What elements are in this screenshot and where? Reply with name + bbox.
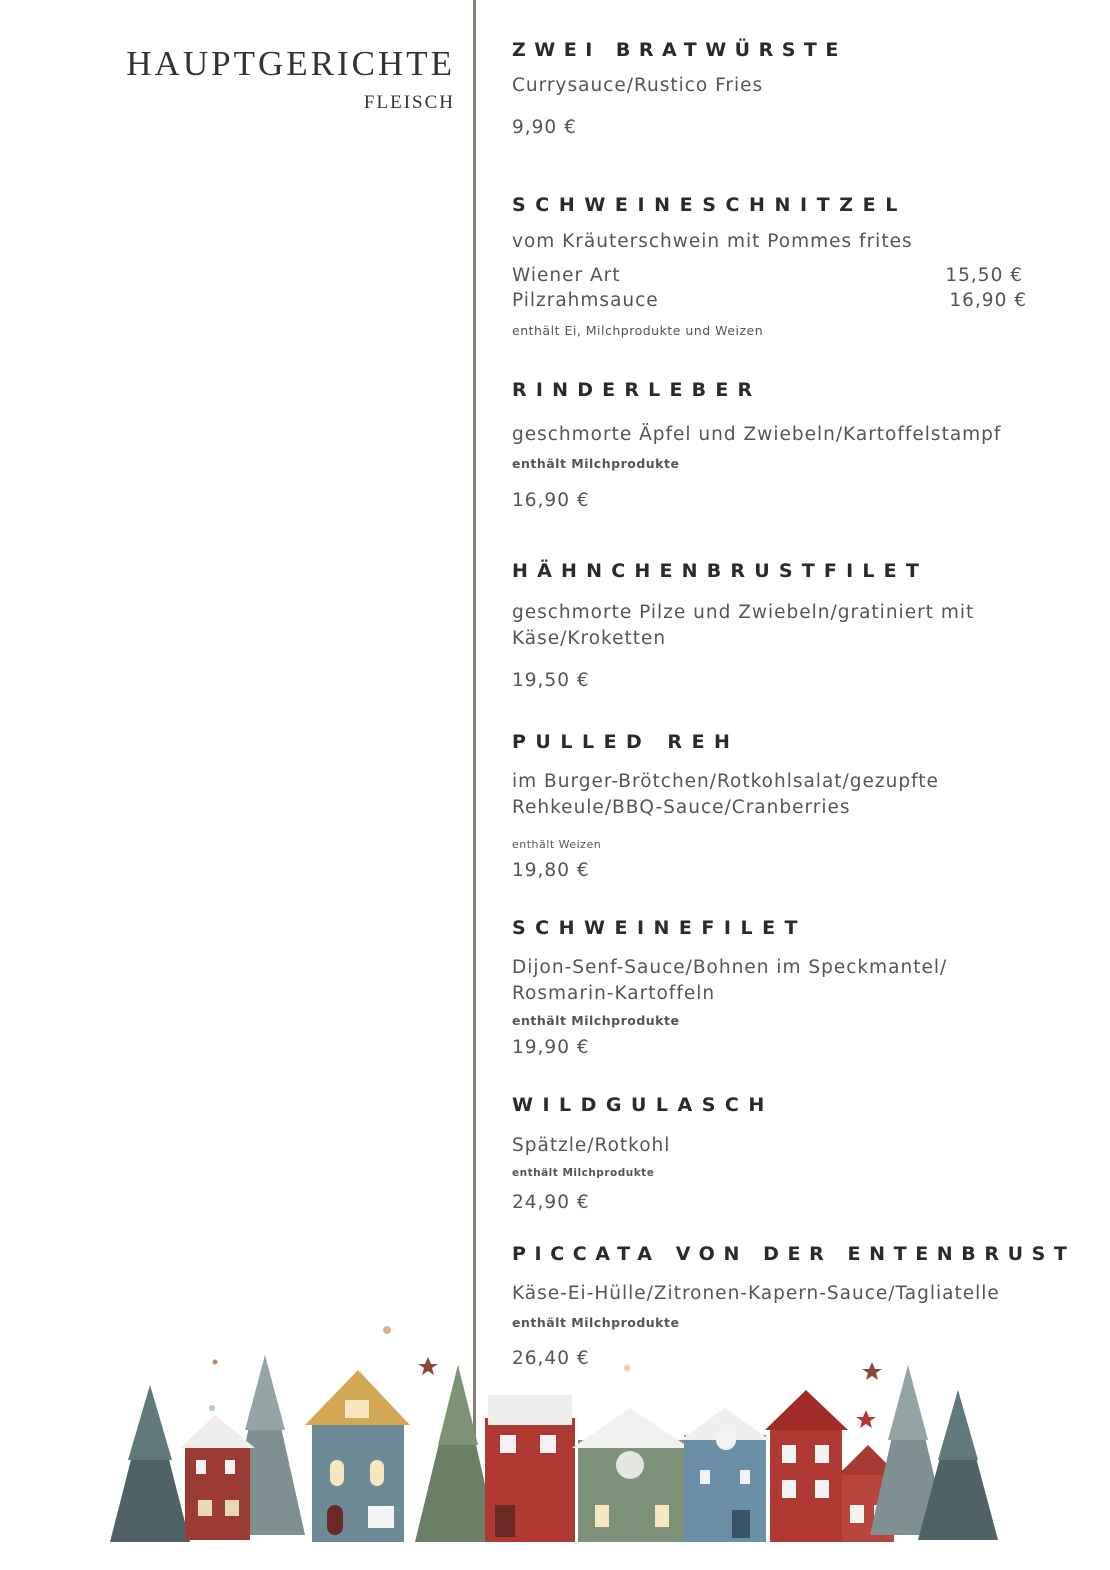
dish-name: PULLED REH — [512, 731, 740, 753]
menu-item-schweineschnitzel — [512, 193, 1072, 339]
house-icon — [572, 1408, 690, 1542]
dish-price: 16,90 € — [512, 490, 590, 511]
dish-name: ZWEI BRATWÜRSTE — [512, 39, 847, 61]
house-icon — [180, 1415, 255, 1540]
house-icon — [305, 1370, 410, 1542]
dish-description: im Burger-Brötchen/Rotkohlsalat/gezupfte Rehkeule/BBQ-Sauce/Cranberries — [512, 771, 939, 818]
pine-tree-icon — [110, 1385, 190, 1542]
dish-description: Spätzle/Rotkohl — [512, 1135, 671, 1156]
allergen-note: enthält Milchprodukte — [512, 1013, 680, 1028]
dish-name: WILDGULASCH — [512, 1094, 774, 1116]
dish-price: 19,50 € — [512, 670, 590, 691]
allergen-note: enthält Milchprodukte — [512, 1315, 680, 1330]
menu-item-schweinefilet — [512, 916, 1072, 1060]
variant-row — [512, 265, 1027, 290]
dish-description: geschmorte Äpfel und Zwiebeln/Kartoffelstampf — [512, 424, 1002, 445]
dish-price: 24,90 € — [512, 1192, 590, 1213]
dish-price: 26,40 € — [512, 1348, 590, 1369]
dish-name: SCHWEINESCHNITZEL — [512, 194, 907, 216]
variant-label: Pilzrahmsauce — [512, 290, 659, 311]
allergen-note: enthält Milchprodukte — [512, 456, 680, 471]
dish-description: geschmorte Pilze und Zwiebeln/gratiniert mit Käse/Kroketten — [512, 602, 975, 649]
dish-description: Dijon-Senf-Sauce/Bohnen im Speckmantel/ Rosmarin-Kartoffeln — [512, 957, 948, 1004]
dish-name: PICCATA VON DER ENTENBRUST — [512, 1243, 1076, 1265]
house-icon — [765, 1390, 848, 1542]
section-subtitle: FLEISCH — [363, 92, 455, 113]
menu-item-haehnchenbrustfilet — [512, 559, 1072, 693]
variant-list — [512, 265, 1072, 315]
allergen-note: enthält Milchprodukte — [512, 1167, 655, 1179]
menu-item-pulled-reh — [512, 730, 1072, 883]
house-icon — [485, 1395, 575, 1542]
allergen-note: enthält Ei, Milchprodukte und Weizen — [512, 323, 764, 338]
winter-village-illustration — [0, 1320, 1110, 1570]
dish-price: 19,80 € — [512, 860, 590, 881]
section-title: HAUPTGERICHTE — [126, 44, 455, 83]
house-icon — [680, 1408, 770, 1542]
dish-name: HÄHNCHENBRUSTFILET — [512, 560, 929, 582]
menu-item-bratwurst — [512, 38, 1072, 140]
dish-name: SCHWEINEFILET — [512, 917, 808, 939]
allergen-note: enthält Weizen — [512, 838, 602, 851]
menu-item-rinderleber — [512, 378, 1072, 513]
dish-price: 9,90 € — [512, 117, 577, 138]
variant-price: 16,90 € — [949, 290, 1027, 311]
dish-description: vom Kräuterschwein mit Pommes frites — [512, 231, 913, 252]
dish-price: 19,90 € — [512, 1037, 590, 1058]
dish-description: Käse-Ei-Hülle/Zitronen-Kapern-Sauce/Tagliatelle — [512, 1283, 1000, 1304]
menu-item-wildgulasch — [512, 1093, 1072, 1215]
dish-name: RINDERLEBER — [512, 379, 762, 401]
variant-row — [512, 290, 1027, 315]
dish-description: Currysauce/Rustico Fries — [512, 75, 764, 96]
variant-label: Wiener Art — [512, 265, 621, 286]
variant-price: 15,50 € — [945, 265, 1023, 286]
